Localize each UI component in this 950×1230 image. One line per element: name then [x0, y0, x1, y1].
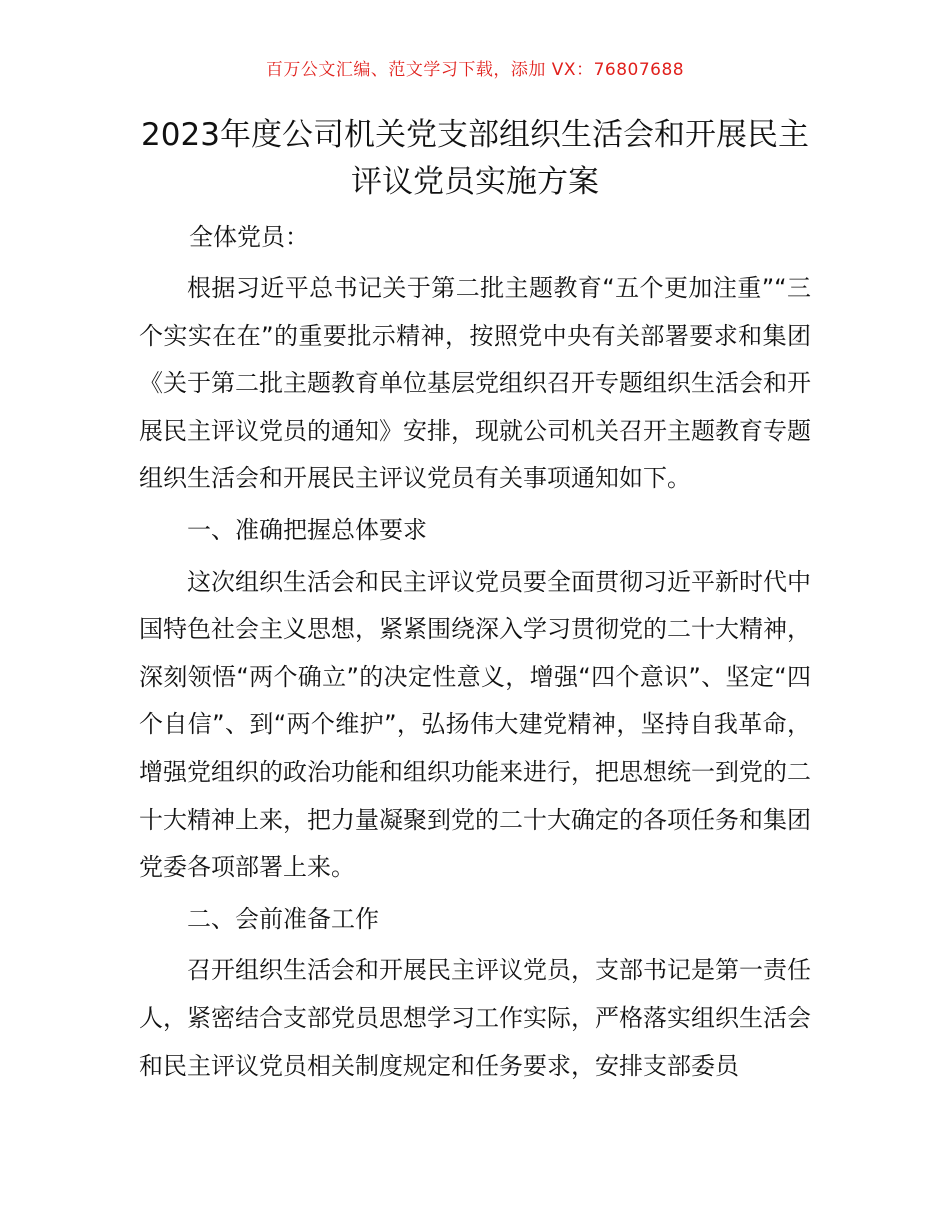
paragraph-requirements: 这次组织生活会和民主评议党员要全面贯彻习近平新时代中国特色社会主义思想，紧紧围绕深入学习贯彻党的二十大精神，深刻领悟“两个确立”的决定性意义，增强“四个意识”、坚定“四个自信”、到“两个维护”，弘扬伟大建党精神，坚持自我革命，增强党组织的政治功能和组织功能来进行，把思想统一到党的二十大精神上来，把力量凝聚到党的二十大确定的各项任务和集团党委各项部署上来。: [139, 567, 811, 882]
document-title: 2023年度公司机关党支部组织生活会和开展民主评议党员实施方案: [141, 117, 809, 200]
paragraph-preparation: 召开组织生活会和开展民主评议党员，支部书记是第一责任人，紧密结合支部党员思想学习工作实际，严格落实组织生活会和民主评议党员相关制度规定和任务要求，安排支部委员: [139, 956, 811, 1080]
document-body: [139, 265, 811, 1090]
salutation: 全体党员：: [189, 223, 309, 251]
watermark-text: 百万公文汇编、范文学习下载，添加 VX：76807688: [265, 60, 685, 80]
paragraph-intro: 根据习近平总书记关于第二批主题教育“五个更加注重”“三个实实在在”的重要批示精神，按照党中央有关部署要求和集团《关于第二批主题教育单位基层党组织召开专题组织生活会和开展民主评议党员的通知》安排，现就公司机关召开主题教育专题组织生活会和开展民主评议党员有关事项通知如下。: [139, 274, 811, 493]
section-heading-2: 二、会前准备工作: [187, 904, 379, 933]
section-heading-1: 一、准确把握总体要求: [187, 515, 427, 544]
